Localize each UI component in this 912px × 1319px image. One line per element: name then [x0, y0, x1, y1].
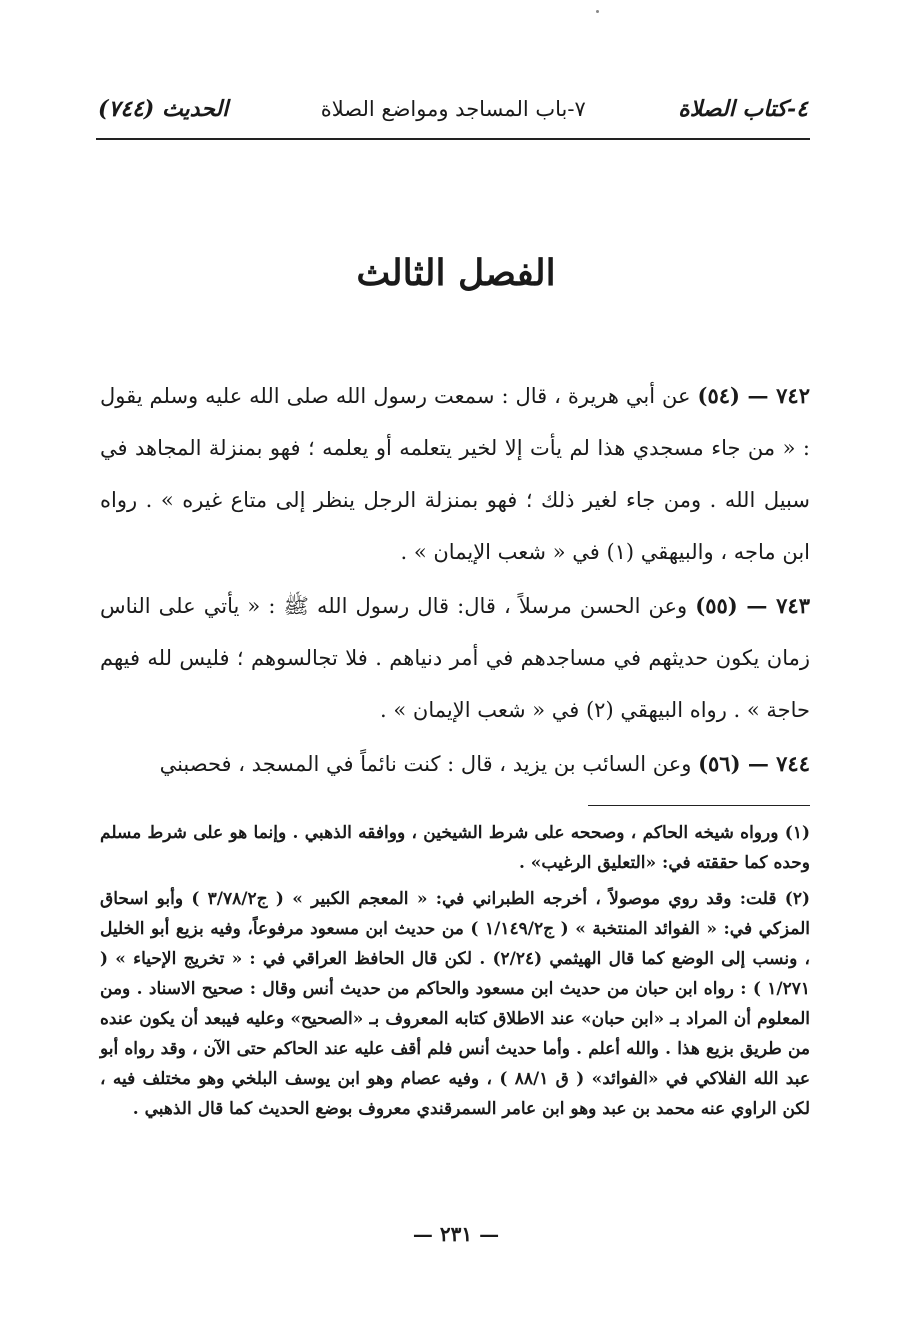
hadith-paragraph — [100, 738, 810, 790]
hadith-number: ٧٤٤ — (٥٦) — [698, 751, 810, 776]
running-header — [98, 84, 808, 134]
hadith-text: وعن السائب بن يزيد ، قال : كنت نائماً في المسجد ، فحصبني — [159, 752, 692, 776]
hadith-text-body — [100, 370, 810, 792]
hadith-paragraph — [100, 370, 810, 578]
header-hadith-number: الحديث (٧٤٤) — [98, 96, 229, 122]
hadith-number: ٧٤٣ — (٥٥) — [695, 593, 810, 618]
hadith-paragraph — [100, 580, 810, 736]
footnotes — [100, 818, 810, 1130]
hadith-text: وعن الحسن مرسلاً ، قال: قال رسول الله ﷺ : « يأتي على الناس زمان يكون حديثهم في مساجدهم في أمر دنياهم . فلا تجالسوهم ؛ فليس لله فيهم حاجة » . رواه البيهقي (٢) في « شعب الإيمان » . — [100, 594, 810, 722]
hadith-text: عن أبي هريرة ، قال : سمعت رسول الله صلى الله عليه وسلم يقول : « من جاء مسجدي هذا لم يأت إلا لخير يتعلمه أو يعلمه ؛ فهو بمنزلة المجاهد في سبيل الله . ومن جاء لغير ذلك ؛ فهو بمنزلة الرجل ينظر إلى متاع غيره » . رواه ابن ماجه ، والبيهقي (١) في « شعب الإيمان » . — [100, 384, 810, 564]
page-number: — ٢٣١ — — [412, 1222, 500, 1246]
page-speck — [596, 10, 599, 13]
header-rule — [96, 138, 810, 140]
section-title: الفصل الثالث — [356, 252, 556, 294]
footnote-rule — [588, 805, 810, 806]
header-chapter-title: ٧-باب المساجد ومواضع الصلاة — [320, 97, 586, 121]
footnote-1: (١) ورواه شيخه الحاكم ، وصححه على شرط الشيخين ، ووافقه الذهبي . وإنما هو على شرط مسلم وحده كما حققته في: «التعليق الرغيب» . — [100, 823, 810, 873]
footnote-2: (٢) قلت: وقد روي موصولاً ، أخرجه الطبراني في: « المعجم الكبير » ( ج٣/٧٨/٢ ) وأبو اسحاق المزكي في: « الفوائد المنتخبة » ( ج١/١٤٩/٢ ) من حديث ابن مسعود مرفوعاً، وفيه بزيع أبو الخليل ، ونسب إلى الوضع كما قال الهيثمي (٢/٢٤) . لكن قال الحافظ العراقي في : « تخريج الإحياء » ( ١/٢٧١ ) : رواه ابن حبان من حديث ابن مسعود والحاكم من حديث أنس وقال : صحيح الاسناد . ومن المعلوم أن المراد بـ «ابن حبان» عند الاطلاق كتابه المعروف بـ «الصحيح» وعليه فيبعد أن يكون عنده من طريق بزيع هذا . والله أعلم . وأما حديث أنس فلم أقف عليه عند الحاكم حتى الآن ، وقد رواه أبو عبد الله الفلاكي في «الفوائد» ( ق ٨٨/١ ) ، وفيه عصام وهو ابن يوسف البلخي وهو مختلف فيه ، لكن الراوي عنه محمد بن عبد وهو ابن عامر السمرقندي معروف بوضع الحديث كما قال الذهبي . — [100, 889, 811, 1119]
header-book-title: ٤-كتاب الصلاة — [678, 96, 808, 122]
hadith-number: ٧٤٢ — (٥٤) — [697, 383, 810, 408]
